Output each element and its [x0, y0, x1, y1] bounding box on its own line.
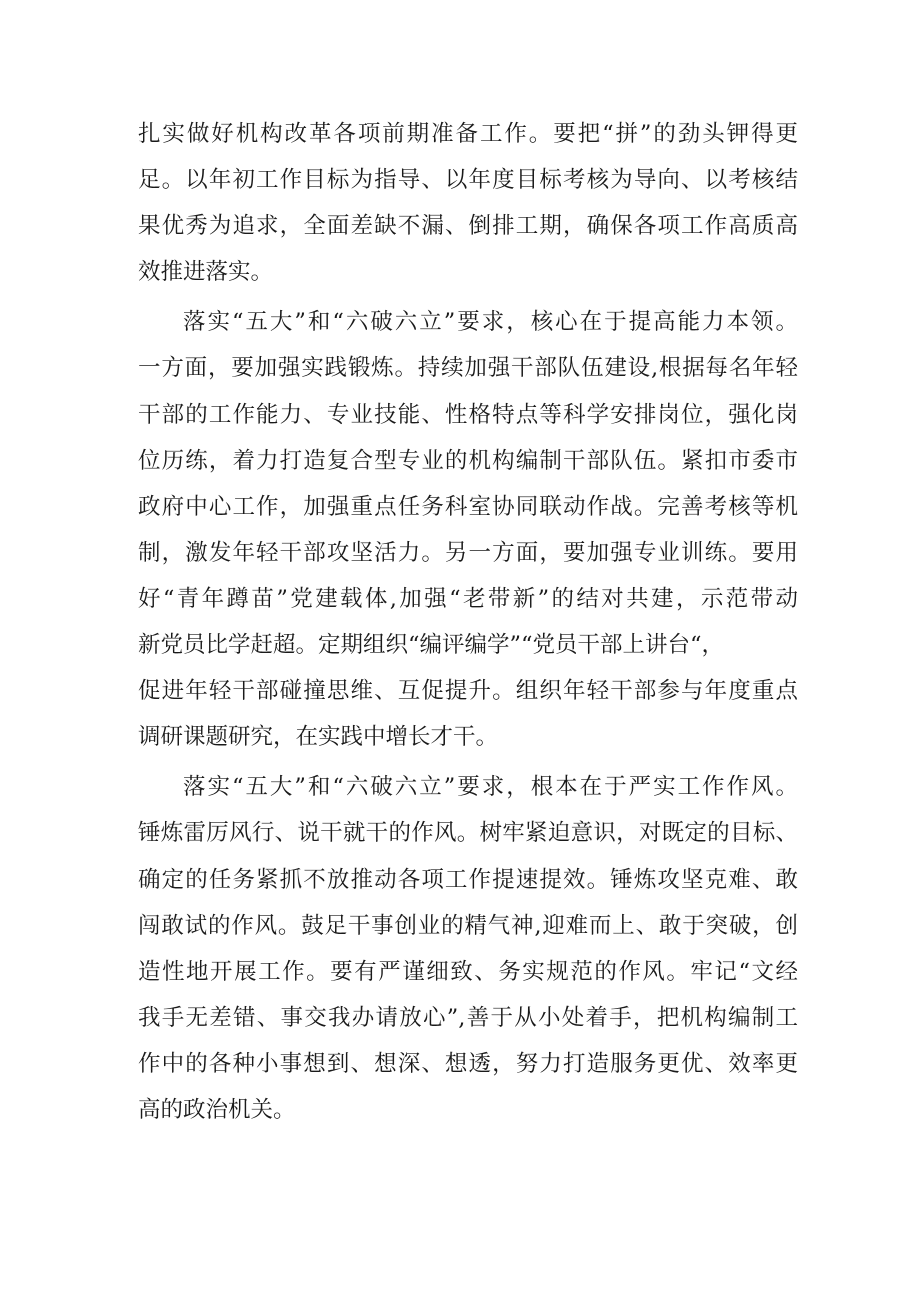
text-line: 确定的任务紧抓不放推动各项工作提速提效。锤炼攻坚克难、敢	[138, 866, 798, 893]
paragraph-1-line-3	[138, 203, 798, 249]
paragraph-3-line-1	[138, 764, 798, 810]
text-line: 促进年轻干部碰撞思维、互促提升。组织年轻干部参与年度重点	[138, 678, 798, 705]
text-line: 果优秀为追求，全面差缺不漏、倒排工期，确保各项工作高质高	[138, 213, 798, 240]
paragraph-1-line-4	[138, 249, 798, 295]
paragraph-3-line-6	[138, 995, 798, 1041]
document-body	[138, 111, 798, 1133]
text-line: 落实“五大”和“六破六立”要求，核心在于提高能力本领。	[183, 309, 798, 336]
paragraph-1-line-2	[138, 157, 798, 203]
paragraph-3-line-2	[138, 810, 798, 856]
paragraph-3-line-4	[138, 903, 798, 949]
paragraph-2-line-2	[138, 345, 798, 391]
paragraph-2-line-5	[138, 484, 798, 530]
paragraph-1-line-1	[138, 111, 798, 157]
text-line: 闯敢试的作风。鼓足干事创业的精气神,迎难而上、敢于突破，创	[138, 912, 798, 939]
paragraph-2-line-7	[138, 576, 798, 622]
paragraph-3-line-8	[138, 1087, 798, 1133]
text-line: 位历练，着力打造复合型专业的机构编制干部队伍。紧扣市委市	[138, 447, 798, 474]
paragraph-2-line-9	[138, 668, 798, 714]
text-line: 锤炼雷厉风行、说干就干的作风。树牢紧迫意识，对既定的目标、	[138, 820, 798, 847]
text-line: 落实“五大”和“六破六立”要求，根本在于严实工作作风。	[183, 774, 798, 801]
text-line: 效推进落实。	[138, 259, 274, 286]
text-line: 新党员比学赶超。定期组织“编评编学”“党员干部上讲台“，	[138, 632, 725, 659]
text-line: 足。以年初工作目标为指导、以年度目标考核为导向、以考核结	[138, 167, 798, 194]
paragraph-2-line-1	[138, 299, 798, 345]
text-line: 扎实做好机构改革各项前期准备工作。要把“拼”的劲头钾得更	[138, 121, 798, 147]
text-line: 作中的各种小事想到、想深、想透，努力打造服务更优、效率更	[138, 1050, 798, 1077]
text-line: 好“青年蹲苗”党建载体,加强“老带新”的结对共建，示范带动	[138, 585, 798, 612]
text-line: 干部的工作能力、专业技能、性格特点等科学安排岗位，强化岗	[138, 401, 798, 428]
paragraph-2-line-3	[138, 392, 798, 438]
paragraph-2-line-8	[138, 622, 798, 668]
paragraph-3-line-7	[138, 1041, 798, 1087]
text-line: 我手无差错、事交我办请放心”,善于从小处着手，把机构编制工	[138, 1004, 798, 1031]
paragraph-2-line-4	[138, 438, 798, 484]
paragraph-3-line-5	[138, 949, 798, 995]
text-line: 高的政治机关。	[138, 1096, 296, 1123]
text-line: 造性地开展工作。要有严谨细致、务实规范的作风。牢记“文经	[138, 958, 798, 985]
paragraph-2-line-6	[138, 530, 798, 576]
text-line: 调研课题研究，在实践中增长才干。	[138, 724, 499, 751]
text-line: 一方面，要加强实践锻炼。持续加强干部队伍建设,根据每名年轻	[138, 355, 798, 382]
paragraph-2-line-10	[138, 714, 798, 760]
paragraph-3-line-3	[138, 857, 798, 903]
text-line: 政府中心工作，加强重点任务科室协同联动作战。完善考核等机	[138, 493, 798, 520]
text-line: 制，激发年轻干部攻坚活力。另一方面，要加强专业训练。要用	[138, 539, 798, 566]
